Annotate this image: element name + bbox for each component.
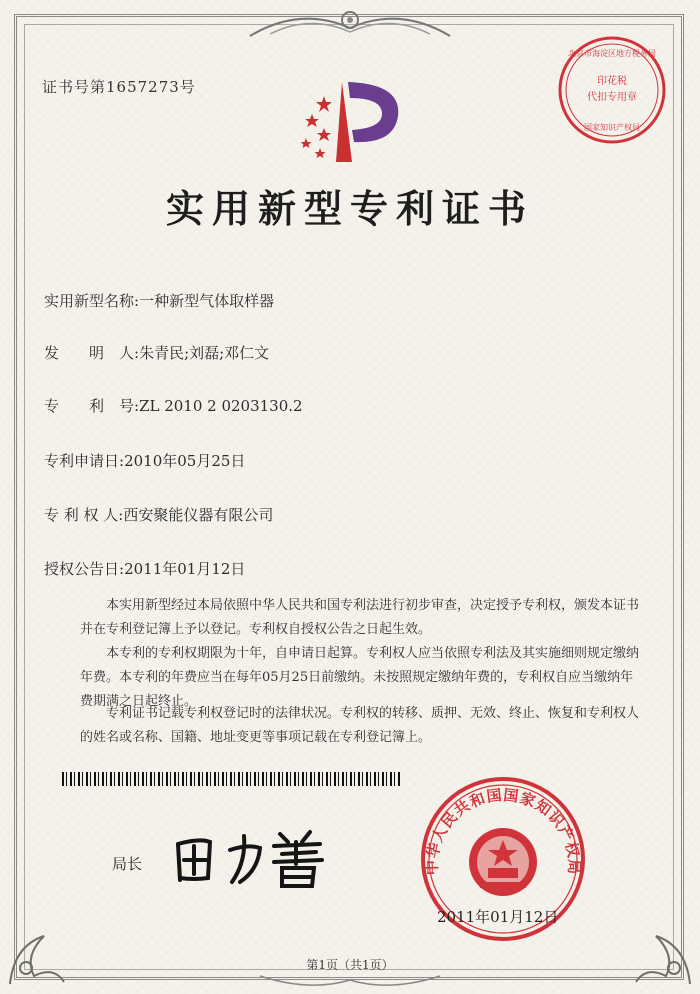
field-value: ZL 2010 2 0203130.2 [139, 397, 303, 415]
director-label: 局长 [112, 855, 143, 873]
field-label: 发 明 人: [44, 344, 140, 362]
field-label: 实用新型名称: [44, 292, 140, 310]
svg-text:中华人民共和国国家知识产权局: 中华人民共和国国家知识产权局 [422, 785, 584, 876]
bottom-ornament [250, 972, 450, 992]
corner-ornament-bottom-right [616, 906, 696, 990]
field-patentee [44, 504, 273, 525]
patent-office-emblem [290, 72, 420, 167]
seal-date: 2011年01月12日 [437, 908, 559, 926]
field-label: 授权公告日: [44, 560, 125, 578]
corner-ornament-bottom-left [4, 906, 84, 990]
field-label: 专 利 号: [44, 397, 140, 415]
paragraph-grant: 本实用新型经过本局依照中华人民共和国专利法进行初步审查，决定授予专利权，颁发本证书并在专利登记簿上予以登记。专利权自授权公告之日起生效。 [80, 598, 640, 637]
top-ornament [240, 6, 460, 42]
field-utility-model-name [44, 290, 274, 311]
field-value: 一种新型气体取样器 [139, 292, 275, 310]
tax-stamp-seal [556, 34, 668, 146]
paragraph-legal-status: 专利证书记载专利权登记时的法律状况。专利权的转移、质押、无效、终止、恢复和专利权人的姓名或名称、国籍、地址变更等事项记载在专利登记簿上。 [80, 706, 640, 745]
svg-text:北京市海淀区地方税务局: 北京市海淀区地方税务局 [568, 49, 656, 58]
svg-text:代扣专用章: 代扣专用章 [587, 92, 637, 103]
director-signature [170, 822, 340, 892]
svg-text:印花税: 印花税 [597, 76, 627, 87]
field-value: 朱青民;刘磊;邓仁文 [139, 344, 270, 362]
field-label: 专利申请日: [44, 452, 125, 470]
field-value: 西安聚能仪器有限公司 [123, 506, 274, 524]
certificate-number: 证书号第1657273号 [42, 78, 196, 96]
field-application-date [44, 450, 245, 471]
field-patent-number [44, 395, 303, 416]
field-value: 2011年01月12日 [124, 560, 246, 578]
page-footer: 第1页（共1页） [306, 958, 394, 972]
barcode [62, 772, 402, 786]
document-title: 实用新型专利证书 [165, 186, 534, 231]
svg-text:国家知识产权局: 国家知识产权局 [584, 123, 640, 132]
field-label: 专 利 权 人: [44, 506, 124, 524]
field-value: 2010年05月25日 [124, 452, 246, 470]
field-grant-date [44, 558, 245, 579]
field-inventors [44, 342, 269, 363]
paragraph-term: 本专利的专利权期限为十年，自申请日起算。专利权人应当依照专利法及其实施细则规定缴纳年费。本专利的年费应当在每年05月25日前缴纳。未按照规定缴纳年费的，专利权自应当缴纳年费期满之日起终止。 [80, 646, 640, 709]
